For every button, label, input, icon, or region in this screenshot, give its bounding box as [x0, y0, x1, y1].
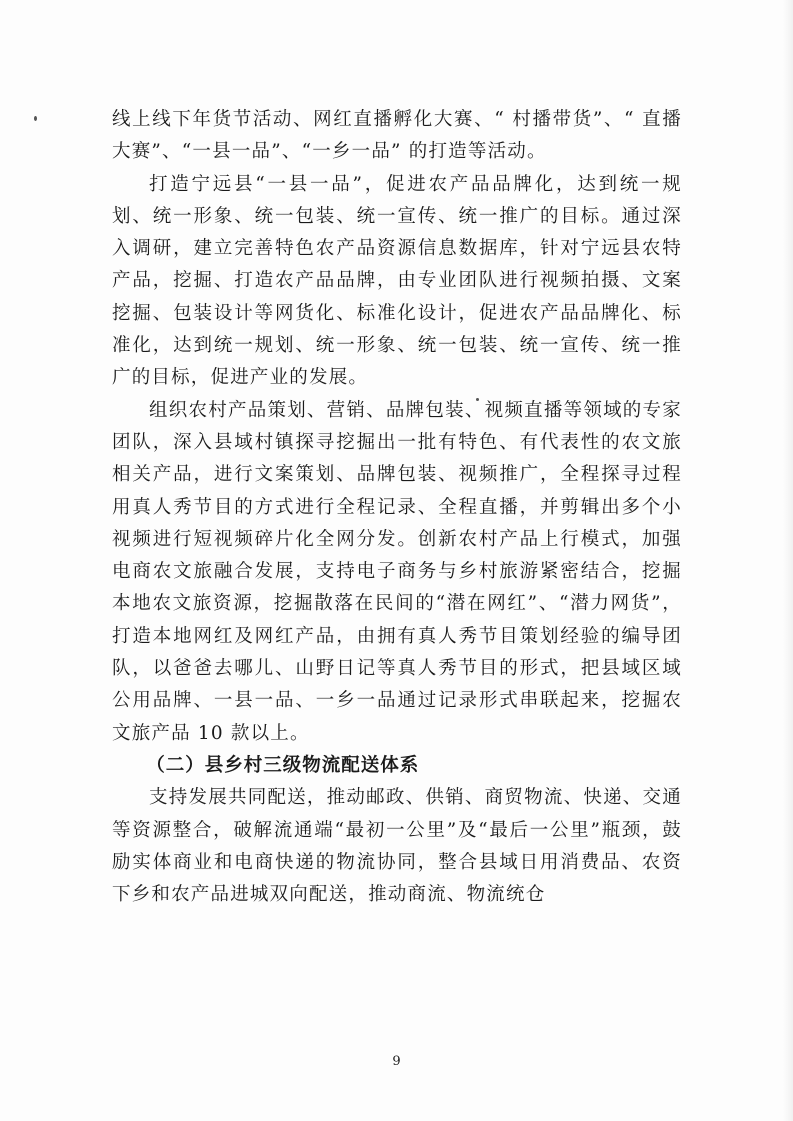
- paragraph-brand: 打造宁远县“一县一品”，促进农产品品牌化，达到统一规划、统一形象、统一包装、统一宣传、统一推广的目标。通过深入调研，建立完善特色农产品资源信息数据库，针对宁远县农特产品，挖掘、打造农产品品牌，由专业团队进行视频拍摄、文案挖掘、包装设计等网货化、标准化设计，促进农产品品牌化、标准化，达到统一规划、统一形象、统一包装、统一宣传、统一推广的目标，促进产业的发展。: [112, 173, 682, 389]
- document-body: [112, 104, 682, 911]
- paragraph-team: 组织农村产品策划、营销、品牌包装、视频直播等领域的专家团队，深入县域村镇探寻挖掘出一批有特色、有代表性的农文旅相关产品，进行文案策划、品牌包装、视频推广，全程探寻过程用真人秀节目的方式进行全程记录、全程直播，并剪辑出多个小视频进行短视频碎片化全网分发。创新农村产品上行模式，加强电商农文旅融合发展，支持电子商务与乡村旅游紧密结合，挖掘本地农文旅资源，挖掘散落在民间的“潜在网红”、“潜力网货”，打造本地网红及网红产品，由拥有真人秀节目策划经验的编导团队，以爸爸去哪儿、山野日记等真人秀节目的形式，把县域区域公用品牌、一县一品、一乡一品通过记录形式串联起来，挖掘农文旅产品 10 款以上。: [112, 399, 682, 744]
- page-edge-shadow: [783, 0, 793, 1121]
- paragraph-continued: 线上线下年货节活动、网红直播孵化大赛、“ 村播带货”、“ 直播大赛”、“一县一品”、“一乡一品” 的打造等活动。: [112, 109, 682, 163]
- scan-speck: [34, 116, 37, 121]
- paragraph-logistics: 支持发展共同配送，推动邮政、供销、商贸物流、快递、交通等资源整合，破解流通端“最初一公里”及“最后一公里”瓶颈，鼓励实体商业和电商快递的物流协同，整合县域日用消费品、农资下乡和农产品进城双向配送，推动商流、物流统仓: [112, 787, 682, 906]
- page-number: 9: [392, 1054, 401, 1069]
- section-heading: （二）县乡村三级物流配送体系: [146, 754, 420, 776]
